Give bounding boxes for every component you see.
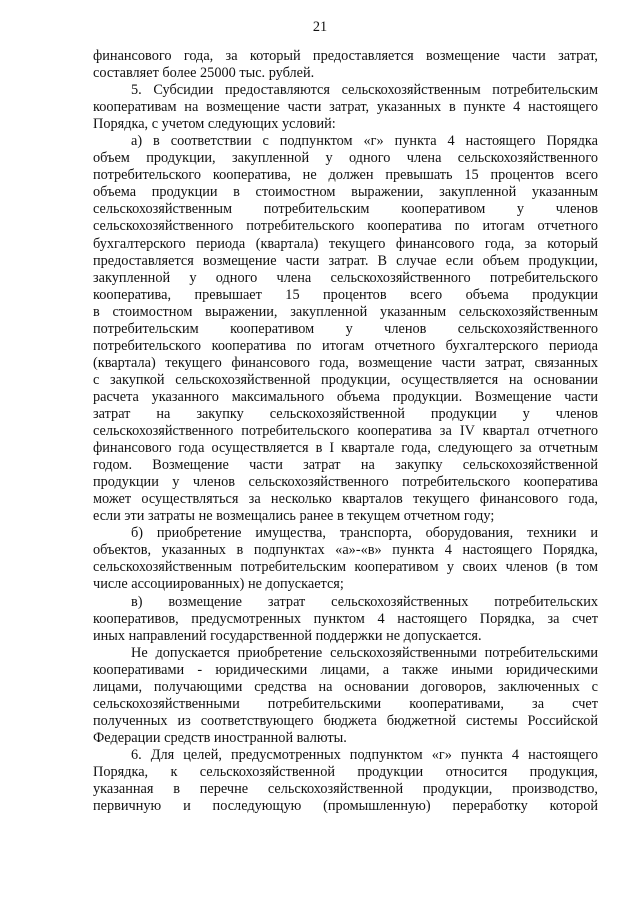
text-line: кооперативами - юридическими лицами, а также иными юридическими (93, 661, 598, 678)
text-line: сельскохозяйственного потребительского кооператива по итогам отчетного (93, 218, 598, 235)
text-line: Порядка, к сельскохозяйственной продукции относится продукция, (93, 763, 598, 780)
text-line: сельскохозяйственного потребительского кооператива за IV квартал отчетного (93, 423, 598, 440)
text-line: объема продукции в стоимостном выражении, закупленной указанным (93, 184, 598, 201)
text-line: составляет более 25000 тыс. рублей. (93, 65, 315, 82)
page-number: 21 (312, 19, 328, 35)
text-line: лицами, получающими средства на основании договоров, заключенных с (93, 678, 598, 695)
text-line: потребительского кооператива по итогам отчетного бухгалтерского периода (93, 337, 598, 354)
text-line: затрат на закупку сельскохозяйственной продукции у членов (93, 405, 598, 422)
text-line: иных направлений государственной поддержки не допускается. (93, 627, 482, 644)
text-line: годом. Возмещение части затрат на закупку сельскохозяйственной (93, 457, 598, 474)
text-line: финансового года, за который предоставляется возмещение части затрат, (93, 48, 598, 64)
text-line: а) в соответствии с подпунктом «г» пункта 4 настоящего Порядка (131, 133, 598, 150)
text-line: с закупкой сельскохозяйственной продукции, осуществляется на основании (93, 371, 598, 388)
text-line: кооператива, превышает 15 процентов всего объема продукции (93, 286, 598, 303)
text-line: закупленной у одного члена сельскохозяйственного потребительского (93, 269, 598, 286)
text-line: полученных из соответствующего бюджета бюджетной системы Российской (93, 712, 598, 729)
text-line: если эти затраты не возмещались ранее в текущем отчетном году; (93, 508, 495, 525)
text-line: Федерации средств иностранной валюты. (93, 729, 347, 746)
text-line: бухгалтерского периода (квартала) текущего финансового года, за который (93, 235, 598, 252)
text-line: Не допускается приобретение сельскохозяйственными потребительскими (131, 644, 598, 661)
text-line: в стоимостном выражении, закупленной указанным сельскохозяйственным (93, 303, 598, 320)
text-line: 5. Субсидии предоставляются сельскохозяйственным потребительским (131, 82, 598, 99)
text-line: кооперативам на возмещение части затрат, указанных в пункте 4 настоящего (93, 99, 598, 116)
text-line: 6. Для целей, предусмотренных подпунктом «г» пункта 4 настоящего (131, 746, 598, 763)
text-line: сельскохозяйственными потребительскими кооперативами, за счет (93, 695, 598, 712)
text-line: (квартала) текущего финансового года, возмещение части затрат, связанных (93, 354, 598, 371)
text-line: объем продукции, закупленной у одного члена сельскохозяйственного (93, 150, 598, 167)
text-line: сельскохозяйственным потребительским кооперативом у членов (93, 201, 598, 218)
text-line: предоставляется возмещение части затрат. В случае если объем продукции, (93, 252, 598, 269)
text-line: в) возмещение затрат сельскохозяйственных потребительских (131, 593, 598, 610)
text-line: продукции у членов сельскохозяйственного потребительского кооператива (93, 474, 598, 491)
text-line: потребительским кооперативом у членов сельскохозяйственного (93, 320, 598, 337)
text-line: указанная в перечне сельскохозяйственной продукции, производство, (93, 781, 598, 798)
text-line: финансового года осуществляется в I квартале года, следующего за отчетным (93, 440, 598, 457)
text-line: первичную и последующую (промышленную) переработку которой (93, 798, 598, 815)
text-line: числе ассоциированных) не допускается; (93, 576, 344, 593)
text-line: сельскохозяйственным потребительским кооперативом у своих членов (в том (93, 559, 598, 576)
text-line: расчета указанного максимального объема продукции. Возмещение части (93, 388, 598, 405)
text-line: б) приобретение имущества, транспорта, оборудования, техники и (131, 525, 598, 542)
text-line: Порядка, с учетом следующих условий: (93, 116, 336, 133)
text-line: может осуществляться за несколько кварталов текущего финансового года, (93, 491, 598, 508)
text-line: объектов, указанных в подпунктах «а»-«в» пункта 4 настоящего Порядка, (93, 542, 598, 559)
text-line: потребительского кооператива, не должен превышать 15 процентов всего (93, 167, 598, 184)
document-body (93, 48, 598, 815)
text-line: кооперативов, предусмотренных пунктом 4 настоящего Порядка, за счет (93, 610, 598, 627)
